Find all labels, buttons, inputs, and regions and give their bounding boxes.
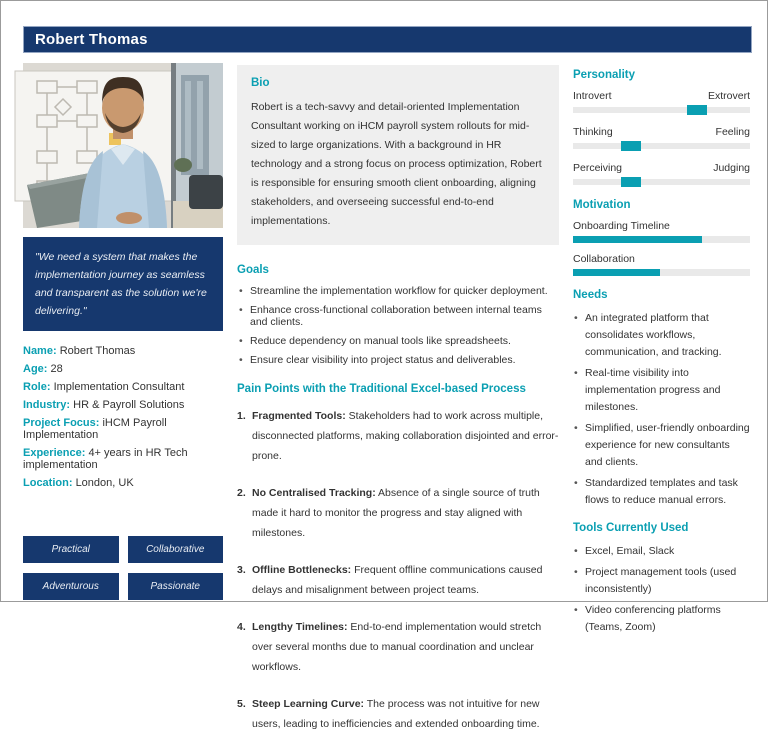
pain-point-item: 4. Lengthy Timelines: End-to-end implementation would stretch over several months due to manual coordination and unclear workflows. [237,621,542,673]
slider-right-label: Feeling [715,126,750,138]
left-column [23,63,223,600]
detail-age: Age: 28 [23,363,63,375]
tool-item: • Video conferencing platforms (Teams, Zoom) [573,602,750,636]
slider-introvert-extrovert [573,90,750,113]
detail-name: Name: Robert Thomas [23,345,136,357]
need-item: • Real-time visibility into implementation progress and milestones. [573,365,750,416]
slider-left-label: Perceiving [573,162,623,174]
motivation-section [573,199,750,276]
trait-button-adventurous[interactable]: Adventurous [23,573,119,600]
slider-right-label: Judging [713,162,750,174]
motivation-bar-collaboration [573,253,750,276]
motivation-bar-fill [573,269,660,276]
detail-location: Location: London, UK [23,477,134,489]
bio-section [237,65,559,245]
slider-handle[interactable] [621,141,641,151]
goal-item: • Ensure clear visibility into project status and deliverables. [237,354,559,366]
trait-button-collaborative[interactable]: Collaborative [128,536,224,563]
page-title: Robert Thomas [35,31,148,48]
goal-item: • Reduce dependency on manual tools like spreadsheets. [237,335,559,347]
slider-left-label: Introvert [573,90,612,102]
motivation-bar-track [573,236,750,243]
motivation-bar-fill [573,236,702,243]
slider-track[interactable] [573,143,750,149]
tools-heading: Tools Currently Used [573,522,689,534]
slider-track[interactable] [573,179,750,185]
goals-list [237,285,559,366]
slider-thinking-feeling [573,126,750,149]
trait-buttons [23,536,223,600]
goal-item: • Enhance cross-functional collaboration between internal teams and clients. [237,304,559,328]
slider-right-label: Extrovert [707,90,750,102]
need-item: • Simplified, user-friendly onboarding experience for new consultants and clients. [573,420,750,471]
pain-points-heading: Pain Points with the Traditional Excel-based Process [237,383,526,395]
header-bar [23,26,752,53]
goal-item: • Streamline the implementation workflow for quicker deployment. [237,285,559,297]
pain-point-item: 5. Steep Learning Curve: The process was not intuitive for new users, leading to inefficiencies and extended onboarding time. [237,698,540,730]
slider-perceiving-judging [573,162,750,185]
trait-button-practical[interactable]: Practical [23,536,119,563]
goals-section [237,264,559,366]
motivation-bar-onboarding-timeline [573,220,750,243]
goals-heading: Goals [237,264,269,276]
profile-photo [23,63,223,228]
slider-handle[interactable] [687,105,707,115]
needs-list [573,310,750,509]
slider-left-label: Thinking [573,126,613,138]
pain-point-item: 3. Offline Bottlenecks: Frequent offline communications caused delays and misalignment between project teams. [237,564,543,596]
bio-heading: Bio [251,77,270,89]
detail-role: Role: Implementation Consultant [23,381,185,393]
bar-label: Onboarding Timeline [573,220,670,232]
slider-track[interactable] [573,107,750,113]
needs-section [573,289,750,509]
tool-item: • Project management tools (used inconsistently) [573,564,750,598]
tools-list [573,543,750,636]
middle-column [237,65,559,751]
detail-project-focus: Project Focus: iHCM Payroll Implementation [23,417,167,441]
tool-item: • Excel, Email, Slack [573,543,750,560]
need-item: • An integrated platform that consolidates workflows, communication, and tracking. [573,310,750,361]
bio-text: Robert is a tech-savvy and detail-oriented Implementation Consultant working on iHCM payroll system rollouts for mid-sized to large organizations. With a background in HR technology and a strong focus on process optimization, Robert is responsible for ensuring smooth client onboarding, aligning stakeholders, and overseeing successful end-to-end implementations. [251,101,542,227]
quote-text: "We need a system that makes the implementation journey as seamless and transparent as the solution we're delivering." [35,251,207,317]
pain-point-item: 1. Fragmented Tools: Stakeholders had to work across multiple, disconnected platforms, making collaboration disjointed and error-prone. [237,410,559,462]
detail-experience: Experience: 4+ years in HR Tech implementation [23,447,188,471]
slider-handle[interactable] [621,177,641,187]
pain-points-section [237,383,559,734]
right-column [573,69,750,640]
need-item: • Standardized templates and task flows to reduce manual errors. [573,475,750,509]
tools-section [573,522,750,636]
quote-box [23,237,223,331]
needs-heading: Needs [573,289,608,301]
personality-section [573,69,750,185]
motivation-bar-track [573,269,750,276]
details-list [23,345,223,489]
bar-label: Collaboration [573,253,635,265]
pain-point-item: 2. No Centralised Tracking: Absence of a single source of truth made it hard to monitor the progress and stay aligned with milestones. [237,487,540,539]
detail-industry: Industry: HR & Payroll Solutions [23,399,185,411]
motivation-heading: Motivation [573,199,631,211]
trait-button-passionate[interactable]: Passionate [128,573,224,600]
personality-heading: Personality [573,69,635,81]
